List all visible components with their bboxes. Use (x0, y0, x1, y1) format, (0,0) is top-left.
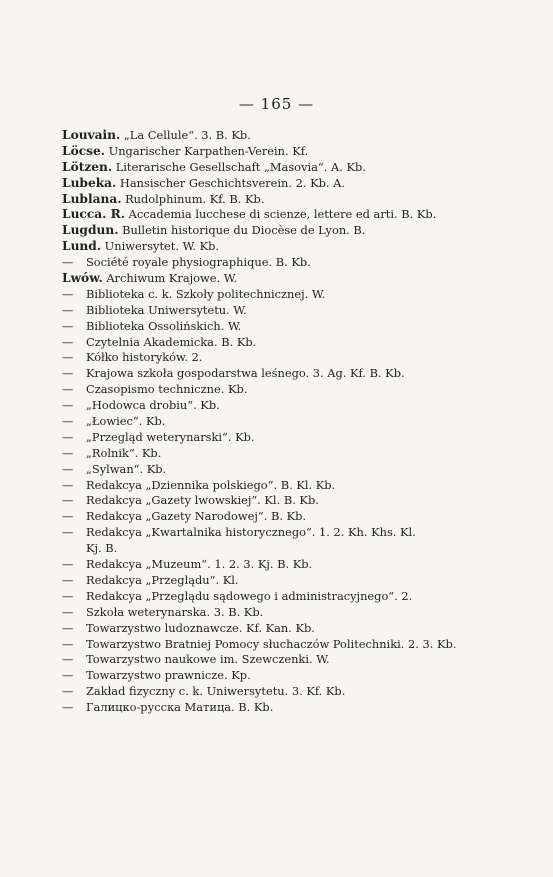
entry-line (62, 589, 462, 605)
entry-dash: — (62, 604, 74, 619)
entry-text: Redakcya „Przeglądu“. Kl. (86, 572, 239, 587)
entry-line (62, 605, 462, 621)
entry-dash: — (62, 255, 74, 270)
entry-text: Szkoła weterynarska. 3. B. Kb. (86, 604, 264, 619)
entry-text: Bulletin historique du Diocèse de Lyon. B. (118, 223, 366, 238)
entry-line (62, 128, 462, 144)
entry-line (62, 637, 462, 653)
entry-dash: — (62, 477, 74, 492)
entry-text: Archiwum Krajowe. W. (102, 271, 238, 286)
entry-line (62, 621, 462, 637)
entry-line (62, 557, 462, 573)
entry-dash: — (62, 334, 74, 349)
entry-line (62, 255, 462, 271)
entry-dash: — (62, 429, 74, 444)
entry-dash: — (62, 366, 74, 381)
entry-heading: Lucca. R. (62, 207, 126, 222)
entry-text: Kółko historyków. 2. (86, 350, 203, 365)
entry-heading: Lublana. (62, 191, 122, 206)
entry-text: Towarzystwo ludoznawcze. Kf. Kan. Kb. (86, 620, 315, 635)
entry-line (62, 223, 462, 239)
entry-dash: — (62, 302, 74, 317)
entry-heading: Lubeka. (62, 175, 117, 190)
entry-text: Towarzystwo prawnicze. Kp. (86, 668, 251, 683)
entry-dash: — (62, 382, 74, 397)
entry-line (62, 382, 462, 398)
entry-text: Redakcya „Dziennika polskiego“. B. Kl. Kb. (86, 477, 336, 492)
entry-line (62, 207, 462, 223)
entry-dash: — (62, 286, 74, 301)
entry-text: Redakcya „Gazety Narodowej“. B. Kb. (86, 509, 307, 524)
entry-heading: Lötzen. (62, 159, 113, 174)
entry-dash: — (62, 525, 74, 540)
entry-line (62, 398, 462, 414)
entry-line (62, 319, 462, 335)
entry-line (62, 366, 462, 382)
entry-line (62, 525, 462, 541)
entry-dash: — (62, 652, 74, 667)
entry-heading: Lwów. (62, 271, 103, 286)
entry-line (62, 652, 462, 668)
entry-text: Redakcya „Gazety lwowskiej“. Kl. B. Kb. (86, 493, 319, 508)
entry-dash: — (62, 572, 74, 587)
entry-text: Literarische Gesellschaft „Masovia“. A. Kb. (112, 159, 366, 174)
entry-dash: — (62, 620, 74, 635)
entry-line (62, 541, 462, 557)
entry-text: „Rolnik“. Kb. (86, 445, 162, 460)
entry-line (62, 493, 462, 509)
entry-line (62, 287, 462, 303)
entry-dash: — (62, 350, 74, 365)
entry-dash: — (62, 398, 74, 413)
entry-text: Redakcya „Przeglądu sądowego i administracyjnego“. 2. (86, 588, 413, 603)
entry-text: Redakcya „Kwartalnika historycznego“. 1. 2. Kh. Khs. Kl. (86, 525, 416, 540)
entry-text: Société royale physiographique. B. Kb. (86, 255, 311, 270)
entry-line (62, 430, 462, 446)
entry-text: Accademia lucchese di scienze, lettere ed arti. B. Kb. (125, 207, 437, 222)
entry-dash: — (62, 684, 74, 699)
entry-line (62, 271, 462, 287)
entry-line (62, 414, 462, 430)
entry-heading: Lugdun. (62, 223, 119, 238)
entry-text: Biblioteka Ossolińskich. W. (86, 318, 242, 333)
entry-text: Redakcya „Muzeum“. 1. 2. 3. Kj. B. Kb. (86, 557, 313, 572)
entry-line (62, 446, 462, 462)
entry-line (62, 335, 462, 351)
entry-line (62, 573, 462, 589)
entry-line (62, 192, 462, 208)
entry-dash: — (62, 445, 74, 460)
entry-text: Kj. B. (86, 541, 118, 556)
entry-text: Галицко-русска Матица. B. Kb. (86, 700, 274, 715)
entry-heading: Louvain. (62, 128, 121, 142)
entry-line (62, 462, 462, 478)
entry-text: Czytelnia Akademicka. B. Kb. (86, 334, 257, 349)
entry-text: Rudolphinum. Kf. B. Kb. (121, 191, 265, 206)
entry-dash: — (62, 636, 74, 651)
entry-text: „La Cellule“. 3. B. Kb. (120, 128, 251, 142)
entry-dash: — (62, 318, 74, 333)
entry-text: Towarzystwo Bratniej Pomocy słuchaczów Politechniki. 2. 3. Kb. (86, 636, 457, 651)
entry-line (62, 176, 462, 192)
entry-text: Krajowa szkoła gospodarstwa leśnego. 3. Ag. Kf. B. Kb. (86, 366, 405, 381)
entry-text: „Sylwan“. Kb. (86, 461, 167, 476)
entry-heading: Löcse. (62, 143, 105, 158)
entry-heading: Lund. (62, 239, 102, 254)
entry-text: „Przegląd weterynarski“. Kb. (86, 429, 255, 444)
entry-line (62, 239, 462, 255)
entry-line (62, 303, 462, 319)
entry-dash: — (62, 414, 74, 429)
entry-dash: — (62, 588, 74, 603)
entry-line (62, 684, 462, 700)
page-number: — 165 — (238, 95, 315, 113)
entry-dash: — (62, 557, 74, 572)
entry-text: Ungarischer Karpathen-Verein. Kf. (104, 143, 309, 158)
entry-dash: — (62, 668, 74, 683)
entry-text: Biblioteka c. k. Szkoły politechnicznej. W. (86, 286, 326, 301)
entry-line (62, 160, 462, 176)
entry-text: Zakład fizyczny c. k. Uniwersytetu. 3. Kf. Kb. (86, 684, 346, 699)
entry-text: Biblioteka Uniwersytetu. W. (86, 302, 247, 317)
entry-line (62, 668, 462, 684)
entry-dash: — (62, 461, 74, 476)
entry-line (62, 350, 462, 366)
entry-text: Towarzystwo naukowe im. Szewczenki. W. (86, 652, 330, 667)
entry-text: Czasopismo techniczne. Kb. (86, 382, 248, 397)
entry-text: „Hodowca drobiu“. Kb. (86, 398, 220, 413)
entry-text: Uniwersytet. W. Kb. (101, 239, 219, 254)
entry-text: Hansischer Geschichtsverein. 2. Kb. A. (116, 175, 345, 190)
entry-line (62, 509, 462, 525)
entry-dash: — (62, 493, 74, 508)
entry-line (62, 700, 462, 716)
entry-line (62, 144, 462, 160)
entry-line (62, 478, 462, 494)
entry-list (62, 128, 462, 716)
entry-dash: — (62, 700, 74, 715)
entry-dash: — (62, 509, 74, 524)
entry-text: „Łowiec“. Kb. (86, 414, 166, 429)
